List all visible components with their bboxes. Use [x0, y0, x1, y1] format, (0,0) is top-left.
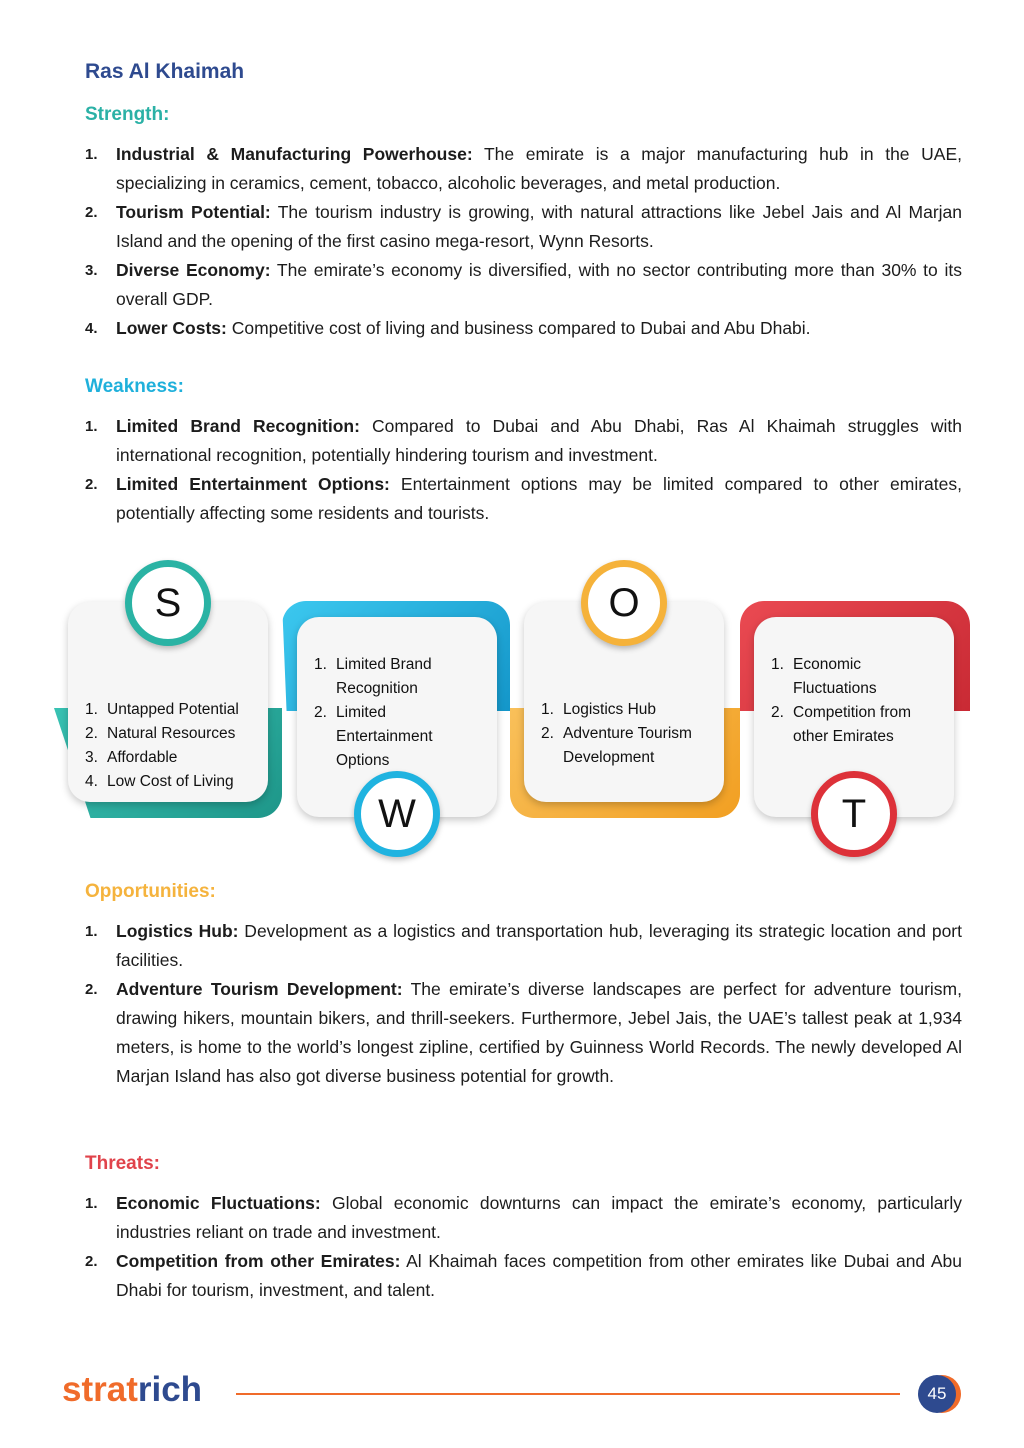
strength-heading: Strength: — [85, 104, 170, 125]
swot-badge-w: W — [354, 771, 440, 857]
list-item: 1. Logistics Hub: Development as a logistics and transportation hub, leveraging its strategic location and port facilities. — [85, 921, 962, 970]
threats-heading: Threats: — [85, 1153, 160, 1174]
list-item: 1. Industrial & Manufacturing Powerhouse: The emirate is a major manufacturing hub in the UAE, specializing in ceramics, cement, tobacco, alcoholic beverages, and metal production. — [85, 144, 962, 193]
swot-item: 2. Competition from other Emirates — [771, 704, 912, 745]
weakness-heading: Weakness: — [85, 376, 184, 397]
opportunities-list — [85, 917, 962, 1091]
list-item: 2. Limited Entertainment Options: Entertainment options may be limited compared to other emirates, potentially affecting some residents and tourists. — [85, 474, 962, 523]
strength-list — [85, 140, 962, 343]
threats-list — [85, 1189, 962, 1305]
list-item: 2. Competition from other Emirates: Al Khaimah faces competition from other emirates like Dubai and Abu Dhabi for tourism, investment, and talent. — [85, 1251, 962, 1300]
swot-diagram — [52, 555, 972, 865]
list-item: 3. Diverse Economy: The emirate’s economy is diversified, with no sector contributing more than 30% to its overall GDP. — [85, 260, 962, 309]
swot-item: 2. Natural Resources — [85, 725, 236, 742]
swot-item: 3. Affordable — [85, 749, 178, 766]
swot-item: 2. Adventure Tourism Development — [541, 725, 692, 766]
swot-item: 1. Untapped Potential — [85, 701, 239, 718]
swot-item: 1. Limited Brand Recognition — [314, 656, 432, 697]
list-item: 2. Tourism Potential: The tourism industry is growing, with natural attractions like Jebel Jais and Al Marjan Island and the opening of the first casino mega-resort, Wynn Resorts. — [85, 202, 963, 251]
list-item: 1. Limited Brand Recognition: Compared to Dubai and Abu Dhabi, Ras Al Khaimah struggles with international recognition, potentially hindering tourism and investment. — [85, 416, 962, 465]
swot-item: 4. Low Cost of Living — [85, 773, 234, 790]
page-title: Ras Al Khaimah — [85, 60, 245, 83]
stratrich-logo: stratrich — [62, 1370, 203, 1409]
swot-item: 1. Economic Fluctuations — [771, 656, 877, 697]
list-item: 4. Lower Costs: Competitive cost of living and business compared to Dubai and Abu Dhabi. — [85, 318, 811, 338]
swot-item: 1. Logistics Hub — [541, 701, 657, 718]
weakness-list — [85, 412, 962, 528]
swot-item: 2. Limited Entertainment Options — [314, 704, 433, 769]
page-number: 45 — [918, 1375, 956, 1413]
opportunities-heading: Opportunities: — [85, 881, 216, 902]
swot-badge-o: O — [581, 560, 667, 646]
swot-badge-s: S — [125, 560, 211, 646]
list-item: 2. Adventure Tourism Development: The emirate’s diverse landscapes are perfect for adventure tourism, drawing hikers, mountain bikers, and thrill-seekers. Furthermore, Jebel Jais, the UAE’s tallest peak at 1,934 meters, is home to the world’s longest zipline, certified by Guinness World Records. The newly developed Al Marjan Island has also got diverse business potential for growth. — [85, 979, 962, 1086]
list-item: 1. Economic Fluctuations: Global economic downturns can impact the emirate’s economy, particularly industries reliant on trade and investment. — [85, 1193, 962, 1242]
swot-badge-t: T — [811, 771, 897, 857]
footer-divider — [236, 1393, 900, 1395]
